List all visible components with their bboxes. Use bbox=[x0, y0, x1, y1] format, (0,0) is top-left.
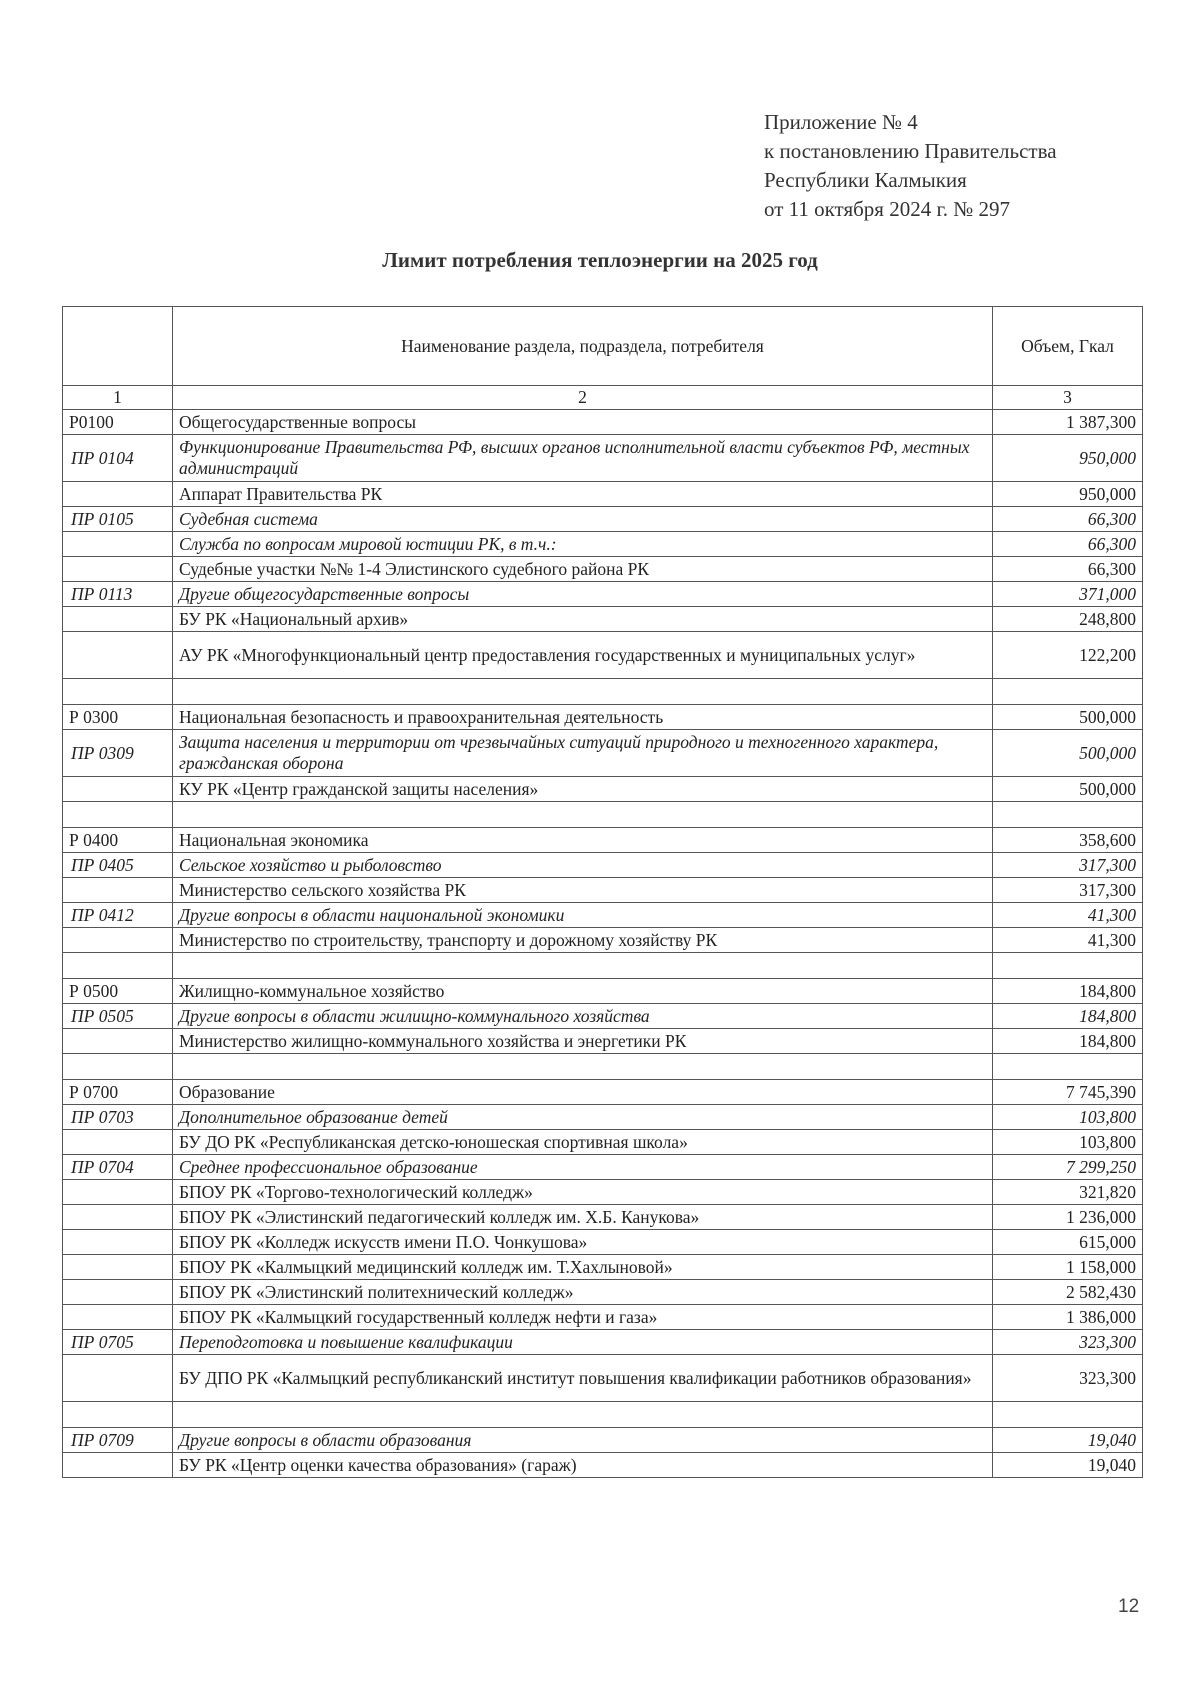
table-row bbox=[63, 1305, 1143, 1330]
row-value: 317,300 bbox=[993, 853, 1143, 878]
table-row bbox=[63, 1004, 1143, 1029]
row-value: 323,300 bbox=[993, 1355, 1143, 1402]
row-name: Национальная экономика bbox=[173, 828, 993, 853]
row-name: Другие вопросы в области образования bbox=[173, 1428, 993, 1453]
row-name bbox=[173, 679, 993, 705]
heat-limit-table bbox=[62, 306, 1143, 1478]
row-name: Переподготовка и повышение квалификации bbox=[173, 1330, 993, 1355]
table-row bbox=[63, 1280, 1143, 1305]
column-number-row bbox=[63, 386, 1143, 410]
table-row bbox=[63, 777, 1143, 802]
table-row bbox=[63, 1155, 1143, 1180]
annex-line-3: Республики Калмыкия bbox=[764, 168, 967, 192]
header-name: Наименование раздела, подраздела, потребителя bbox=[173, 307, 993, 386]
row-code bbox=[63, 482, 173, 507]
row-value: 41,300 bbox=[993, 903, 1143, 928]
row-value bbox=[993, 1054, 1143, 1080]
row-name: БПОУ РК «Калмыцкий медицинский колледж им. Т.Хахлыновой» bbox=[173, 1255, 993, 1280]
row-value: 371,000 bbox=[993, 582, 1143, 607]
row-value: 7 745,390 bbox=[993, 1080, 1143, 1105]
table-row bbox=[63, 1080, 1143, 1105]
row-code bbox=[63, 607, 173, 632]
table-row bbox=[63, 853, 1143, 878]
row-code bbox=[63, 953, 173, 979]
page-number: 12 bbox=[1118, 1596, 1140, 1617]
table-row-empty bbox=[63, 1402, 1143, 1428]
row-code bbox=[63, 878, 173, 903]
row-code: Р 0700 bbox=[63, 1080, 173, 1105]
row-name: Министерство жилищно-коммунального хозяйства и энергетики РК bbox=[173, 1029, 993, 1054]
row-value: 950,000 bbox=[993, 435, 1143, 482]
row-value: 19,040 bbox=[993, 1453, 1143, 1478]
table-row bbox=[63, 1205, 1143, 1230]
row-code bbox=[63, 1029, 173, 1054]
table-row bbox=[63, 482, 1143, 507]
row-code bbox=[63, 679, 173, 705]
row-code bbox=[63, 1453, 173, 1478]
row-value: 2 582,430 bbox=[993, 1280, 1143, 1305]
row-value: 1 158,000 bbox=[993, 1255, 1143, 1280]
row-value: 66,300 bbox=[993, 557, 1143, 582]
row-name: Функционирование Правительства РФ, высших органов исполнительной власти субъектов РФ, местных администраций bbox=[173, 435, 993, 482]
row-name: Другие вопросы в области жилищно-коммунального хозяйства bbox=[173, 1004, 993, 1029]
table-row-empty bbox=[63, 802, 1143, 828]
row-name: Жилищно-коммунальное хозяйство bbox=[173, 979, 993, 1004]
row-name: БПОУ РК «Колледж искусств имени П.О. Чонкушова» bbox=[173, 1230, 993, 1255]
row-name: Образование bbox=[173, 1080, 993, 1105]
table-row bbox=[63, 828, 1143, 853]
row-name: Дополнительное образование детей bbox=[173, 1105, 993, 1130]
annex-line-2: к постановлению Правительства bbox=[764, 139, 1057, 163]
row-value: 184,800 bbox=[993, 1029, 1143, 1054]
row-name: Министерство сельского хозяйства РК bbox=[173, 878, 993, 903]
table-row bbox=[63, 435, 1143, 482]
table-row bbox=[63, 1180, 1143, 1205]
table-row bbox=[63, 632, 1143, 679]
row-name: Аппарат Правительства РК bbox=[173, 482, 993, 507]
row-name: БПОУ РК «Торгово-технологический колледж» bbox=[173, 1180, 993, 1205]
annex-line-1: Приложение № 4 bbox=[764, 110, 918, 134]
row-value: 41,300 bbox=[993, 928, 1143, 953]
row-code: ПР 0412 bbox=[63, 903, 173, 928]
row-name: БУ ДО РК «Республиканская детско-юношеская спортивная школа» bbox=[173, 1130, 993, 1155]
header-code bbox=[63, 307, 173, 386]
row-value: 184,800 bbox=[993, 1004, 1143, 1029]
row-value bbox=[993, 953, 1143, 979]
table-row bbox=[63, 1029, 1143, 1054]
row-code bbox=[63, 802, 173, 828]
table-row bbox=[63, 928, 1143, 953]
row-value: 122,200 bbox=[993, 632, 1143, 679]
row-code bbox=[63, 1255, 173, 1280]
row-name: КУ РК «Центр гражданской защиты населения» bbox=[173, 777, 993, 802]
row-code: ПР 0703 bbox=[63, 1105, 173, 1130]
row-code bbox=[63, 1402, 173, 1428]
row-name: Национальная безопасность и правоохранительная деятельность bbox=[173, 705, 993, 730]
column-number: 3 bbox=[993, 386, 1143, 410]
table-row bbox=[63, 557, 1143, 582]
row-value bbox=[993, 802, 1143, 828]
row-code bbox=[63, 557, 173, 582]
row-code bbox=[63, 1130, 173, 1155]
row-value: 248,800 bbox=[993, 607, 1143, 632]
row-code: ПР 0704 bbox=[63, 1155, 173, 1180]
row-code: ПР 0104 bbox=[63, 435, 173, 482]
table-row bbox=[63, 903, 1143, 928]
row-code: ПР 0709 bbox=[63, 1428, 173, 1453]
row-name: БУ РК «Центр оценки качества образования» (гараж) bbox=[173, 1453, 993, 1478]
table-row-empty bbox=[63, 679, 1143, 705]
table-row bbox=[63, 878, 1143, 903]
row-code: ПР 0405 bbox=[63, 853, 173, 878]
table-row bbox=[63, 1453, 1143, 1478]
row-value: 321,820 bbox=[993, 1180, 1143, 1205]
row-code: Р 0300 bbox=[63, 705, 173, 730]
column-number: 2 bbox=[173, 386, 993, 410]
row-code bbox=[63, 1180, 173, 1205]
row-value: 19,040 bbox=[993, 1428, 1143, 1453]
row-name: Общегосударственные вопросы bbox=[173, 410, 993, 435]
table-row bbox=[63, 1130, 1143, 1155]
column-number: 1 bbox=[63, 386, 173, 410]
row-name: Судебные участки №№ 1-4 Элистинского судебного района РК bbox=[173, 557, 993, 582]
table-row bbox=[63, 1255, 1143, 1280]
table-row bbox=[63, 507, 1143, 532]
row-name: Сельское хозяйство и рыболовство bbox=[173, 853, 993, 878]
row-code: ПР 0113 bbox=[63, 582, 173, 607]
row-name: Министерство по строительству, транспорту и дорожному хозяйству РК bbox=[173, 928, 993, 953]
table-row bbox=[63, 705, 1143, 730]
row-value: 500,000 bbox=[993, 777, 1143, 802]
row-name: Другие общегосударственные вопросы bbox=[173, 582, 993, 607]
table-row bbox=[63, 1330, 1143, 1355]
row-value: 950,000 bbox=[993, 482, 1143, 507]
row-value: 7 299,250 bbox=[993, 1155, 1143, 1180]
table-header-row bbox=[63, 307, 1143, 386]
table-row bbox=[63, 532, 1143, 557]
row-value: 184,800 bbox=[993, 979, 1143, 1004]
table-row bbox=[63, 730, 1143, 777]
row-code bbox=[63, 1280, 173, 1305]
row-name bbox=[173, 1054, 993, 1080]
row-code: Р 0400 bbox=[63, 828, 173, 853]
row-name: БПОУ РК «Элистинский политехнический колледж» bbox=[173, 1280, 993, 1305]
row-code: ПР 0705 bbox=[63, 1330, 173, 1355]
row-name bbox=[173, 953, 993, 979]
row-value: 500,000 bbox=[993, 705, 1143, 730]
document-title: Лимит потребления теплоэнергии на 2025 год bbox=[382, 248, 818, 272]
row-code: Р 0500 bbox=[63, 979, 173, 1004]
table-row bbox=[63, 1230, 1143, 1255]
row-value: 615,000 bbox=[993, 1230, 1143, 1255]
row-code bbox=[63, 1054, 173, 1080]
row-name: БУ РК «Национальный архив» bbox=[173, 607, 993, 632]
row-code: ПР 0105 bbox=[63, 507, 173, 532]
row-name: Защита населения и территории от чрезвычайных ситуаций природного и техногенного характера, гражданская оборона bbox=[173, 730, 993, 777]
row-code bbox=[63, 777, 173, 802]
table-row bbox=[63, 582, 1143, 607]
row-code bbox=[63, 1305, 173, 1330]
row-name: Среднее профессиональное образование bbox=[173, 1155, 993, 1180]
row-value: 1 387,300 bbox=[993, 410, 1143, 435]
table-row-empty bbox=[63, 1054, 1143, 1080]
row-name: АУ РК «Многофункциональный центр предоставления государственных и муниципальных услуг» bbox=[173, 632, 993, 679]
row-value: 500,000 bbox=[993, 730, 1143, 777]
annex-line-4: от 11 октября 2024 г. № 297 bbox=[764, 197, 1010, 221]
row-name: БПОУ РК «Элистинский педагогический колледж им. Х.Б. Канукова» bbox=[173, 1205, 993, 1230]
table-row-empty bbox=[63, 953, 1143, 979]
row-value: 66,300 bbox=[993, 532, 1143, 557]
row-code: ПР 0505 bbox=[63, 1004, 173, 1029]
row-code bbox=[63, 1230, 173, 1255]
table-row bbox=[63, 607, 1143, 632]
row-name: Судебная система bbox=[173, 507, 993, 532]
row-code bbox=[63, 632, 173, 679]
header-volume: Объем, Гкал bbox=[993, 307, 1143, 386]
row-name: Служба по вопросам мировой юстиции РК, в т.ч.: bbox=[173, 532, 993, 557]
row-code: ПР 0309 bbox=[63, 730, 173, 777]
annex-block bbox=[764, 108, 1057, 224]
table-row bbox=[63, 979, 1143, 1004]
row-code bbox=[63, 928, 173, 953]
table-row bbox=[63, 1355, 1143, 1402]
row-code bbox=[63, 1355, 173, 1402]
table-row bbox=[63, 1428, 1143, 1453]
row-value: 358,600 bbox=[993, 828, 1143, 853]
row-name: Другие вопросы в области национальной экономики bbox=[173, 903, 993, 928]
row-code bbox=[63, 532, 173, 557]
table-row bbox=[63, 410, 1143, 435]
row-name: БПОУ РК «Калмыцкий государственный колледж нефти и газа» bbox=[173, 1305, 993, 1330]
row-code bbox=[63, 1205, 173, 1230]
row-value: 323,300 bbox=[993, 1330, 1143, 1355]
row-value: 1 236,000 bbox=[993, 1205, 1143, 1230]
row-value: 103,800 bbox=[993, 1105, 1143, 1130]
row-value: 66,300 bbox=[993, 507, 1143, 532]
table-row bbox=[63, 1105, 1143, 1130]
row-name bbox=[173, 1402, 993, 1428]
row-code: Р0100 bbox=[63, 410, 173, 435]
row-value bbox=[993, 1402, 1143, 1428]
row-value bbox=[993, 679, 1143, 705]
row-value: 317,300 bbox=[993, 878, 1143, 903]
row-value: 103,800 bbox=[993, 1130, 1143, 1155]
row-name bbox=[173, 802, 993, 828]
row-name: БУ ДПО РК «Калмыцкий республиканский институт повышения квалификации работников образования» bbox=[173, 1355, 993, 1402]
row-value: 1 386,000 bbox=[993, 1305, 1143, 1330]
